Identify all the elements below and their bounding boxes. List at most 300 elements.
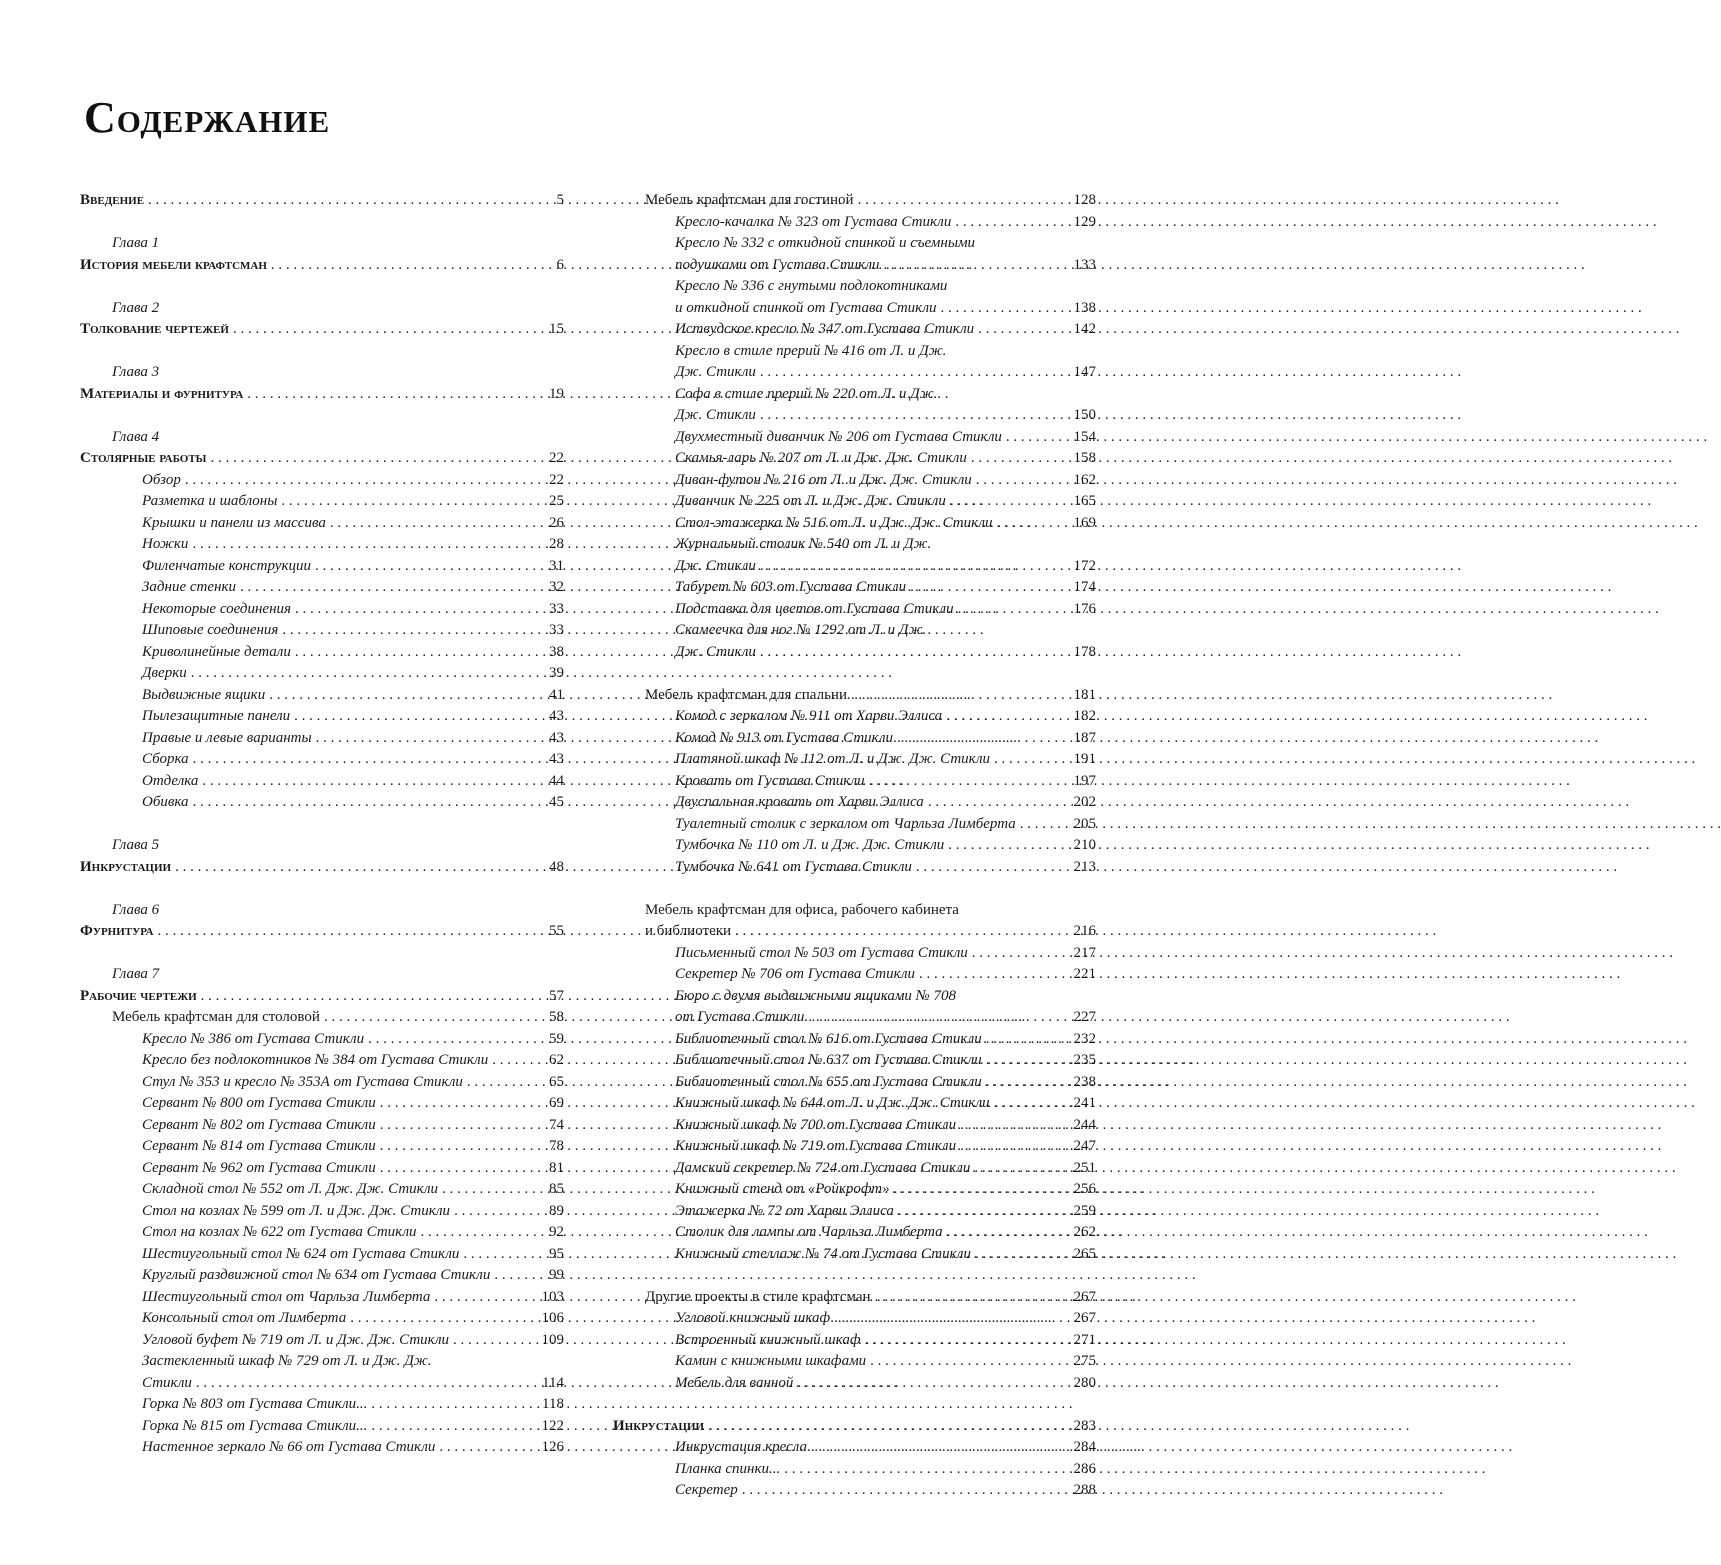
dot-leader bbox=[760, 642, 1070, 664]
toc-entry-title: Дверки bbox=[142, 665, 187, 681]
toc-entry-title: Глава 1 bbox=[112, 235, 160, 251]
toc-entry[interactable] bbox=[613, 835, 1096, 857]
toc-page-number: 191 bbox=[1073, 751, 1096, 767]
toc-page-number: 205 bbox=[1073, 815, 1096, 832]
toc-entry-title: Диван-футон № 216 от Л. и Дж. Дж. Стикли bbox=[675, 471, 972, 488]
dot-leader bbox=[193, 749, 542, 771]
toc-subsection[interactable] bbox=[613, 921, 1096, 943]
toc-entry[interactable] bbox=[613, 427, 1096, 449]
toc-page-number: 284 bbox=[1073, 1439, 1096, 1455]
toc-entry-title: Настенное зеркало № 66 от Густава Стикли bbox=[142, 1439, 436, 1455]
dot-leader bbox=[978, 319, 1069, 341]
toc-chapter-label bbox=[80, 362, 564, 384]
toc-entry-title: Материалы и фурнитура bbox=[80, 385, 244, 402]
toc-entry-title: Комод с зеркалом № 911 от Харви Эллиса bbox=[675, 708, 943, 724]
toc-entry[interactable] bbox=[613, 1115, 1096, 1137]
toc-page-number: 210 bbox=[1073, 837, 1096, 853]
toc-entry-title: Библиотечный стол № 616 от Густава Стикли bbox=[675, 1030, 982, 1047]
toc-entry-title: Столярные работы bbox=[80, 450, 207, 466]
toc-page-number: 95 bbox=[549, 1245, 564, 1262]
toc-page-number: 178 bbox=[1073, 643, 1096, 660]
dot-leader bbox=[453, 1330, 537, 1352]
toc-page-number: 271 bbox=[1073, 1331, 1096, 1348]
toc-entry[interactable] bbox=[613, 556, 1096, 578]
toc-entry-title: Складной стол № 552 от Л. Дж. Дж. Стикли bbox=[142, 1181, 439, 1197]
toc-section[interactable] bbox=[80, 319, 564, 341]
toc-entry[interactable] bbox=[613, 1351, 1096, 1373]
toc-entry-title: Крышки и панели из массива bbox=[142, 514, 326, 531]
toc-entry[interactable] bbox=[80, 1093, 564, 1115]
toc-entry[interactable] bbox=[80, 1050, 564, 1072]
dot-leader bbox=[897, 728, 1069, 750]
dot-leader bbox=[463, 1244, 542, 1266]
dot-leader bbox=[282, 620, 542, 642]
toc-entry-title: Сервант № 802 от Густава Стикли bbox=[142, 1116, 376, 1133]
toc-entry-title: Задние стенки bbox=[142, 579, 236, 595]
toc-entry[interactable] bbox=[80, 513, 564, 535]
toc-page-number: 244 bbox=[1073, 1116, 1096, 1133]
dot-leader bbox=[986, 1029, 1070, 1051]
dot-leader bbox=[784, 1459, 1069, 1481]
toc-entry-title: Застекленный шкаф № 729 от Л. и Дж. Дж. bbox=[142, 1353, 432, 1369]
dot-leader bbox=[797, 1373, 1069, 1395]
toc-entry-title: Инкрустации bbox=[613, 1417, 705, 1434]
page-title: Содержание bbox=[84, 93, 331, 142]
toc-page-number: 247 bbox=[1073, 1138, 1096, 1154]
dot-leader bbox=[233, 319, 542, 341]
toc-entry-title: и библиотеки bbox=[645, 923, 732, 939]
toc-entry[interactable] bbox=[613, 470, 1096, 492]
dot-leader bbox=[864, 1330, 1069, 1352]
toc-page-number: 25 bbox=[549, 493, 564, 509]
dot-leader bbox=[834, 1308, 1069, 1330]
toc-page-number: 69 bbox=[549, 1095, 564, 1111]
toc-page-number: 45 bbox=[549, 794, 564, 810]
toc-entry-title: Кресло в стиле прерий № 416 от Л. и Дж. bbox=[675, 342, 947, 359]
toc-section[interactable] bbox=[80, 448, 564, 470]
toc-entry[interactable] bbox=[80, 1244, 564, 1266]
toc-entry[interactable] bbox=[80, 470, 564, 492]
toc-entry-title: Библиотечный стол № 655 от Густава Стикли bbox=[675, 1073, 982, 1090]
toc-entry-title: Инкрустация кресла bbox=[675, 1439, 808, 1455]
toc-section[interactable] bbox=[80, 384, 564, 406]
dot-leader bbox=[185, 470, 542, 492]
toc-entry[interactable] bbox=[80, 685, 564, 707]
toc-page-number: 33 bbox=[549, 622, 564, 638]
toc-entry[interactable] bbox=[80, 1179, 564, 1201]
toc-page-number: 142 bbox=[1073, 321, 1096, 337]
dot-leader bbox=[196, 1373, 538, 1395]
toc-entry-title: Тумбочка № 110 от Л. и Дж. Дж. Стикли bbox=[675, 837, 945, 853]
toc-page-number: 106 bbox=[541, 1310, 564, 1326]
dot-leader bbox=[380, 1136, 542, 1158]
toc-entry-title: Толкование чертежей bbox=[80, 321, 229, 337]
toc-entry-title: Дж. Стикли bbox=[675, 557, 756, 574]
toc-entry-title: Журнальный столик № 540 от Л. и Дж. bbox=[675, 536, 932, 552]
dot-leader bbox=[380, 1115, 542, 1137]
dot-leader bbox=[869, 771, 1070, 793]
dot-leader bbox=[894, 1179, 1070, 1201]
toc-entry[interactable] bbox=[80, 706, 564, 728]
dot-leader bbox=[316, 728, 542, 750]
toc-spacer bbox=[613, 663, 1096, 685]
toc-entry bbox=[613, 986, 1096, 1008]
toc-entry-title: Стол на козлах № 599 от Л. и Дж. Дж. Стикли bbox=[142, 1202, 451, 1219]
toc-page-number: 138 bbox=[1073, 299, 1096, 316]
toc-page-number: 26 bbox=[549, 514, 564, 531]
toc-entry[interactable] bbox=[613, 1201, 1096, 1223]
toc-section[interactable] bbox=[80, 255, 564, 277]
toc-entry-title: Шиповые соединения bbox=[142, 622, 279, 638]
toc-section[interactable] bbox=[80, 921, 564, 943]
toc-entry[interactable] bbox=[80, 491, 564, 513]
dot-leader bbox=[986, 1072, 1070, 1094]
toc-entry[interactable] bbox=[80, 556, 564, 578]
dot-leader bbox=[1006, 427, 1070, 449]
toc-page-number: 280 bbox=[1073, 1374, 1096, 1391]
toc-entry[interactable] bbox=[80, 577, 564, 599]
toc-entry[interactable] bbox=[80, 749, 564, 771]
toc-entry[interactable] bbox=[613, 1308, 1096, 1330]
toc-page-number: 147 bbox=[1073, 364, 1096, 380]
toc-entry-title: Выдвижные ящики bbox=[142, 686, 266, 703]
toc-chapter-label bbox=[80, 900, 564, 922]
toc-entry[interactable] bbox=[613, 1007, 1096, 1029]
toc-entry bbox=[613, 276, 1096, 298]
toc-entry[interactable] bbox=[613, 728, 1096, 750]
toc-entry[interactable] bbox=[613, 1373, 1096, 1395]
toc-entry-title: История мебели крафтсман bbox=[80, 256, 267, 273]
toc-entry-title: Глава 4 bbox=[112, 428, 160, 445]
dot-leader bbox=[492, 1050, 542, 1072]
toc-entry[interactable] bbox=[613, 1330, 1096, 1352]
dot-leader bbox=[380, 1158, 542, 1180]
dot-leader bbox=[950, 491, 1070, 513]
toc-entry[interactable] bbox=[613, 1437, 1096, 1459]
toc-entry-title: Круглый раздвижной стол № 634 от Густава Стикли bbox=[142, 1267, 491, 1283]
toc-entry-title: Глава 6 bbox=[112, 901, 160, 918]
dot-leader bbox=[960, 1136, 1069, 1158]
toc-entry-title: Шестиугольный стол № 624 от Густава Стикли bbox=[142, 1245, 460, 1262]
dot-leader bbox=[975, 1244, 1070, 1266]
toc-entry-title: Скамья-ларь № 207 от Л. и Дж. Дж. Стикли bbox=[675, 450, 967, 466]
toc-entry-title: подушками от Густава Стикли bbox=[675, 256, 880, 273]
dot-leader bbox=[294, 706, 542, 728]
dot-leader bbox=[191, 663, 542, 685]
dot-leader bbox=[454, 1201, 542, 1223]
toc-entry[interactable] bbox=[613, 405, 1096, 427]
toc-entry-title: Мебель крафтсман для офиса, рабочего кабинета bbox=[645, 901, 959, 918]
toc-entry-title: Софа в стиле прерий № 220 от Л. и Дж. bbox=[675, 385, 938, 402]
toc-entry-title: Рабочие чертежи bbox=[80, 987, 197, 1004]
toc-entry[interactable] bbox=[613, 212, 1096, 234]
toc-entry[interactable] bbox=[80, 620, 564, 642]
toc-spacer bbox=[613, 1394, 1096, 1416]
toc-entry[interactable] bbox=[613, 319, 1096, 341]
toc-entry-title: Кровать от Густава Стикли bbox=[675, 772, 865, 789]
toc-entry bbox=[613, 341, 1096, 363]
dot-leader bbox=[974, 1158, 1069, 1180]
toc-page-number: 174 bbox=[1073, 579, 1096, 595]
toc-subsection[interactable] bbox=[80, 1007, 564, 1029]
toc-entry-title: Глава 2 bbox=[112, 299, 160, 316]
dot-leader bbox=[851, 685, 1070, 707]
toc-entry[interactable] bbox=[613, 599, 1096, 621]
toc-entry[interactable] bbox=[80, 534, 564, 556]
toc-entry[interactable] bbox=[613, 1179, 1096, 1201]
toc-page-number: 89 bbox=[549, 1202, 564, 1219]
toc-entry-title: Глава 3 bbox=[112, 364, 160, 380]
toc-right-column bbox=[613, 190, 1096, 1502]
dot-leader bbox=[858, 190, 1070, 212]
toc-page-number: 259 bbox=[1073, 1202, 1096, 1219]
toc-page-number: 81 bbox=[549, 1159, 564, 1176]
dot-leader bbox=[958, 599, 1070, 621]
toc-entry[interactable] bbox=[613, 1029, 1096, 1051]
toc-page-number: 169 bbox=[1073, 514, 1096, 531]
toc-entry[interactable] bbox=[80, 1222, 564, 1244]
toc-entry-title: Обивка bbox=[142, 794, 189, 810]
toc-entry[interactable] bbox=[613, 964, 1096, 986]
toc-page-number: 22 bbox=[549, 450, 564, 466]
toc-entry[interactable] bbox=[80, 1287, 564, 1309]
toc-entry-title: Подставка для цветов от Густава Стикли bbox=[675, 600, 954, 617]
dot-leader bbox=[971, 448, 1070, 470]
dot-leader bbox=[330, 513, 542, 535]
toc-entry-title: Книжный шкаф № 644 от Л. и Дж. Дж. Стикли bbox=[675, 1095, 990, 1111]
toc-page-number: 92 bbox=[549, 1224, 564, 1240]
toc-chapter-label bbox=[80, 964, 564, 986]
toc-section[interactable] bbox=[80, 857, 564, 879]
dot-leader bbox=[760, 556, 1070, 578]
toc-entry[interactable] bbox=[80, 1265, 564, 1287]
toc-page-number: 114 bbox=[542, 1374, 564, 1391]
toc-entry[interactable] bbox=[613, 1072, 1096, 1094]
toc-entry-title: Консольный стол от Лимберта bbox=[142, 1310, 347, 1326]
toc-entry[interactable] bbox=[80, 1416, 564, 1438]
toc-page-number: 265 bbox=[1073, 1245, 1096, 1262]
toc-entry-title: Стул № 353 и кресло № 353А от Густава Стикли bbox=[142, 1073, 463, 1090]
toc-entry bbox=[613, 384, 1096, 406]
toc-entry[interactable] bbox=[613, 706, 1096, 728]
dot-leader bbox=[708, 1416, 1069, 1438]
toc-spacer bbox=[80, 341, 564, 363]
dot-leader bbox=[315, 556, 542, 578]
toc-chapter-label bbox=[80, 427, 564, 449]
toc-page-number: 202 bbox=[1073, 794, 1096, 810]
toc-entry-title: Глава 5 bbox=[112, 837, 160, 853]
toc-entry[interactable] bbox=[613, 814, 1096, 836]
toc-spacer bbox=[613, 878, 1096, 900]
toc-entry-title: Встроенный книжный шкаф bbox=[675, 1331, 861, 1348]
toc-page-number: 65 bbox=[549, 1073, 564, 1090]
toc-entry[interactable] bbox=[613, 771, 1096, 793]
dot-leader bbox=[281, 491, 542, 513]
toc-entry[interactable] bbox=[613, 1480, 1096, 1502]
toc-page-number: 57 bbox=[549, 987, 564, 1004]
toc-entry-title: Шестиугольный стол от Чарльза Лимберта bbox=[142, 1288, 431, 1305]
toc-entry[interactable] bbox=[80, 642, 564, 664]
toc-page-number: 262 bbox=[1073, 1224, 1096, 1240]
toc-entry[interactable] bbox=[613, 792, 1096, 814]
toc-entry[interactable] bbox=[80, 1201, 564, 1223]
toc-page-number: 129 bbox=[1073, 213, 1096, 230]
dot-leader bbox=[941, 298, 1070, 320]
toc-page-number: 78 bbox=[549, 1138, 564, 1154]
toc-entry[interactable] bbox=[80, 1330, 564, 1352]
toc-entry[interactable] bbox=[80, 728, 564, 750]
toc-page-number: 221 bbox=[1073, 966, 1096, 982]
toc-entry[interactable] bbox=[613, 513, 1096, 535]
toc-entry[interactable] bbox=[80, 1437, 564, 1459]
toc-page-number: 126 bbox=[541, 1439, 564, 1455]
toc-entry[interactable] bbox=[613, 943, 1096, 965]
toc-chapter-label bbox=[80, 298, 564, 320]
toc-entry-title: Кресло-качалка № 323 от Густава Стикли bbox=[675, 213, 952, 230]
dot-leader bbox=[201, 986, 542, 1008]
toc-page-number: 39 bbox=[549, 665, 564, 681]
dot-leader bbox=[742, 1480, 1070, 1502]
toc-spacer bbox=[80, 814, 564, 836]
toc-section[interactable] bbox=[80, 986, 564, 1008]
toc-entry[interactable] bbox=[80, 1158, 564, 1180]
toc-subsection[interactable] bbox=[613, 1287, 1096, 1309]
toc-page-number: 5 bbox=[556, 192, 564, 208]
toc-page-number: 103 bbox=[541, 1288, 564, 1305]
toc-page-number: 74 bbox=[549, 1116, 564, 1133]
dot-leader bbox=[948, 835, 1069, 857]
toc-entry-title: Столик для лампы от Чарльза Лимберта bbox=[675, 1224, 943, 1240]
toc-entry[interactable] bbox=[613, 1244, 1096, 1266]
toc-page-number: 99 bbox=[549, 1267, 564, 1283]
toc-entry[interactable] bbox=[613, 1136, 1096, 1158]
dot-leader bbox=[202, 771, 542, 793]
toc-entry[interactable] bbox=[613, 491, 1096, 513]
toc-entry[interactable] bbox=[80, 792, 564, 814]
dot-leader bbox=[760, 405, 1070, 427]
dot-leader bbox=[955, 212, 1069, 234]
toc-entry[interactable] bbox=[613, 1459, 1096, 1481]
dot-leader bbox=[870, 1351, 1069, 1373]
toc-page-number: 128 bbox=[1073, 192, 1096, 208]
toc-spacer bbox=[80, 878, 564, 900]
toc-page-number: 22 bbox=[549, 471, 564, 488]
toc-subsection[interactable] bbox=[613, 685, 1096, 707]
toc-entry[interactable] bbox=[613, 749, 1096, 771]
toc-entry-title: Книжный шкаф № 700 от Густава Стикли bbox=[675, 1116, 957, 1133]
toc-entry[interactable] bbox=[80, 599, 564, 621]
toc-entry-title: Тумбочка № 641 от Густава Стикли bbox=[675, 858, 912, 875]
toc-entry-title: Кресло № 386 от Густава Стикли bbox=[142, 1030, 365, 1047]
toc-page-number: 232 bbox=[1073, 1030, 1096, 1047]
toc-entry[interactable] bbox=[613, 1158, 1096, 1180]
dot-leader bbox=[350, 1308, 537, 1330]
toc-page-number: 235 bbox=[1073, 1052, 1096, 1068]
toc-entry[interactable] bbox=[613, 448, 1096, 470]
toc-entry[interactable] bbox=[613, 1050, 1096, 1072]
toc-entry[interactable] bbox=[613, 642, 1096, 664]
toc-entry-title: Стол-этажерка № 516 от Л. и Дж. Дж. Стикли bbox=[675, 514, 993, 531]
toc-entry[interactable] bbox=[80, 1394, 564, 1416]
toc-entry-title: Глава 7 bbox=[112, 966, 160, 982]
toc-entry[interactable] bbox=[613, 1093, 1096, 1115]
toc-entry[interactable] bbox=[613, 298, 1096, 320]
toc-entry-title: Криволинейные детали bbox=[142, 643, 291, 660]
toc-entry-title: Обзор bbox=[142, 471, 181, 488]
dot-leader bbox=[994, 1093, 1070, 1115]
dot-leader bbox=[808, 1007, 1069, 1029]
toc-entry[interactable] bbox=[613, 255, 1096, 277]
toc-page-number: 19 bbox=[549, 385, 564, 402]
toc-entry bbox=[613, 233, 1096, 255]
toc-entry[interactable] bbox=[80, 1136, 564, 1158]
toc-entry-title: Инкрустации bbox=[80, 858, 172, 875]
dot-leader bbox=[760, 362, 1070, 384]
toc-entry[interactable] bbox=[613, 362, 1096, 384]
toc-spacer bbox=[80, 943, 564, 965]
toc-page-number: 256 bbox=[1073, 1181, 1096, 1197]
toc-entry[interactable] bbox=[80, 663, 564, 685]
dot-leader bbox=[247, 384, 542, 406]
toc-entry-title: Мебель для ванной bbox=[675, 1374, 794, 1391]
dot-leader bbox=[875, 1287, 1070, 1309]
dot-leader bbox=[368, 1029, 542, 1051]
toc-entry-title: от Густава Стикли bbox=[675, 1009, 805, 1025]
toc-entry[interactable] bbox=[80, 771, 564, 793]
dot-leader bbox=[210, 448, 542, 470]
toc-spacer bbox=[80, 405, 564, 427]
toc-section[interactable] bbox=[80, 190, 564, 212]
dot-leader bbox=[442, 1179, 542, 1201]
dot-leader bbox=[884, 255, 1070, 277]
dot-leader bbox=[947, 1222, 1070, 1244]
toc-entry-title: Мебель крафтсман для спальни bbox=[645, 686, 847, 703]
dot-leader bbox=[295, 642, 542, 664]
toc-entry[interactable] bbox=[613, 1222, 1096, 1244]
toc-entry-title: Фурнитура bbox=[80, 923, 154, 939]
toc-entry-title: Этажерка № 72 от Харви Эллиса bbox=[675, 1202, 894, 1219]
toc-entry-title: Сервант № 800 от Густава Стикли bbox=[142, 1095, 376, 1111]
toc-page-number: 48 bbox=[549, 858, 564, 875]
toc-page-number: 38 bbox=[549, 643, 564, 660]
dot-leader bbox=[271, 255, 542, 277]
toc-subsection[interactable] bbox=[613, 190, 1096, 212]
toc-entry-title: Ножки bbox=[142, 536, 189, 552]
toc-entry[interactable] bbox=[613, 577, 1096, 599]
toc-entry-title: Бюро с двумя выдвижными ящиками № 708 bbox=[675, 987, 957, 1004]
toc-entry[interactable] bbox=[80, 1029, 564, 1051]
dot-leader bbox=[898, 1201, 1070, 1223]
toc-page-number: 267 bbox=[1073, 1288, 1096, 1305]
toc-entry-title: Мебель крафтсман для столовой bbox=[112, 1009, 320, 1025]
toc-page-number: 41 bbox=[549, 686, 564, 703]
toc-page-number: 275 bbox=[1073, 1353, 1096, 1369]
toc-entry[interactable] bbox=[80, 1115, 564, 1137]
toc-page-number: 213 bbox=[1073, 858, 1096, 875]
toc-spacer bbox=[613, 1265, 1096, 1287]
toc-entry[interactable] bbox=[80, 1072, 564, 1094]
toc-entry-title: Платяной шкаф № 112 от Л. и Дж. Дж. Стикли bbox=[675, 751, 991, 767]
toc-section[interactable] bbox=[613, 1416, 1096, 1438]
dot-leader bbox=[421, 1222, 542, 1244]
toc-entry[interactable] bbox=[80, 1373, 564, 1395]
toc-entry-title: Дж. Стикли bbox=[675, 364, 756, 380]
toc-entry-title: Планка спинки... bbox=[675, 1460, 781, 1477]
toc-entry[interactable] bbox=[80, 1308, 564, 1330]
toc-page-number: 197 bbox=[1073, 772, 1096, 789]
toc-entry-title: Книжный стенд от «Ройкрофт» bbox=[675, 1181, 890, 1197]
toc-entry[interactable] bbox=[613, 857, 1096, 879]
